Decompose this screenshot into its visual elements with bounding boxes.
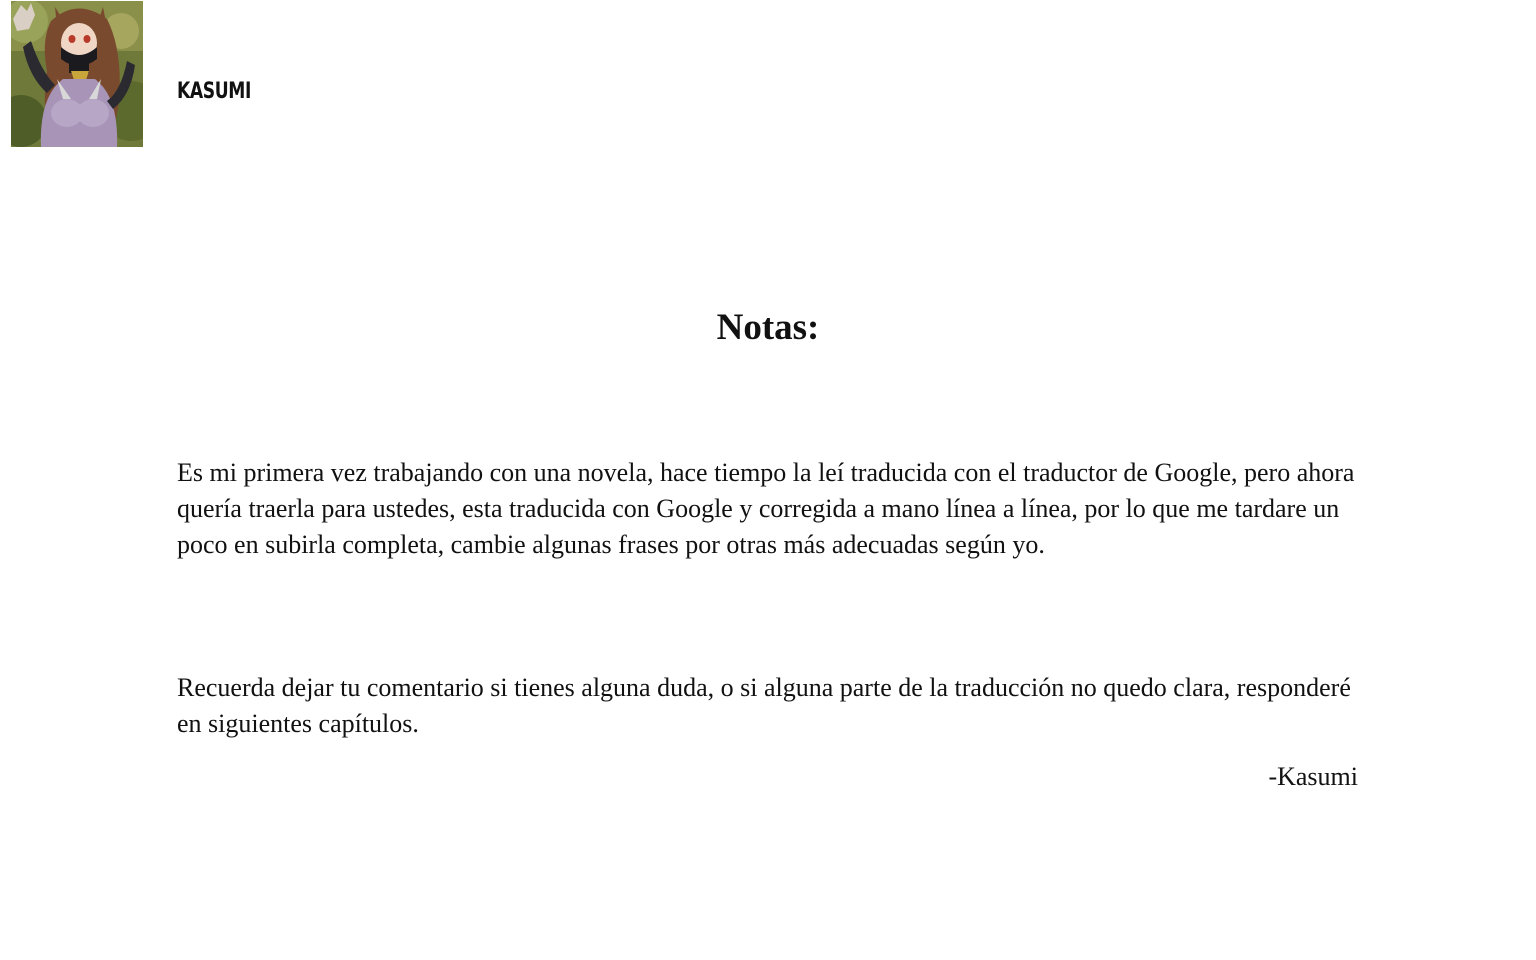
anime-girl-avatar-icon bbox=[11, 1, 143, 147]
notes-paragraph-2: Recuerda dejar tu comentario si tienes alguna duda, o si alguna parte de la traducción no quedo clara, responderé en siguientes capítulos. bbox=[177, 673, 1351, 738]
author-avatar bbox=[11, 1, 143, 147]
author-name: KASUMI bbox=[177, 79, 252, 104]
notes-paragraph-1: Es mi primera vez trabajando con una novela, hace tiempo la leí traducida con el traductor de Google, pero ahora quería traerla para ustedes, esta traducida con Google y corregida a mano línea a línea, por lo que me tardare un poco en subirla completa, cambie algunas frases por otras más adecuadas según yo. bbox=[177, 458, 1355, 559]
page-title: Notas: bbox=[716, 307, 820, 348]
signature: -Kasumi bbox=[1268, 762, 1358, 791]
